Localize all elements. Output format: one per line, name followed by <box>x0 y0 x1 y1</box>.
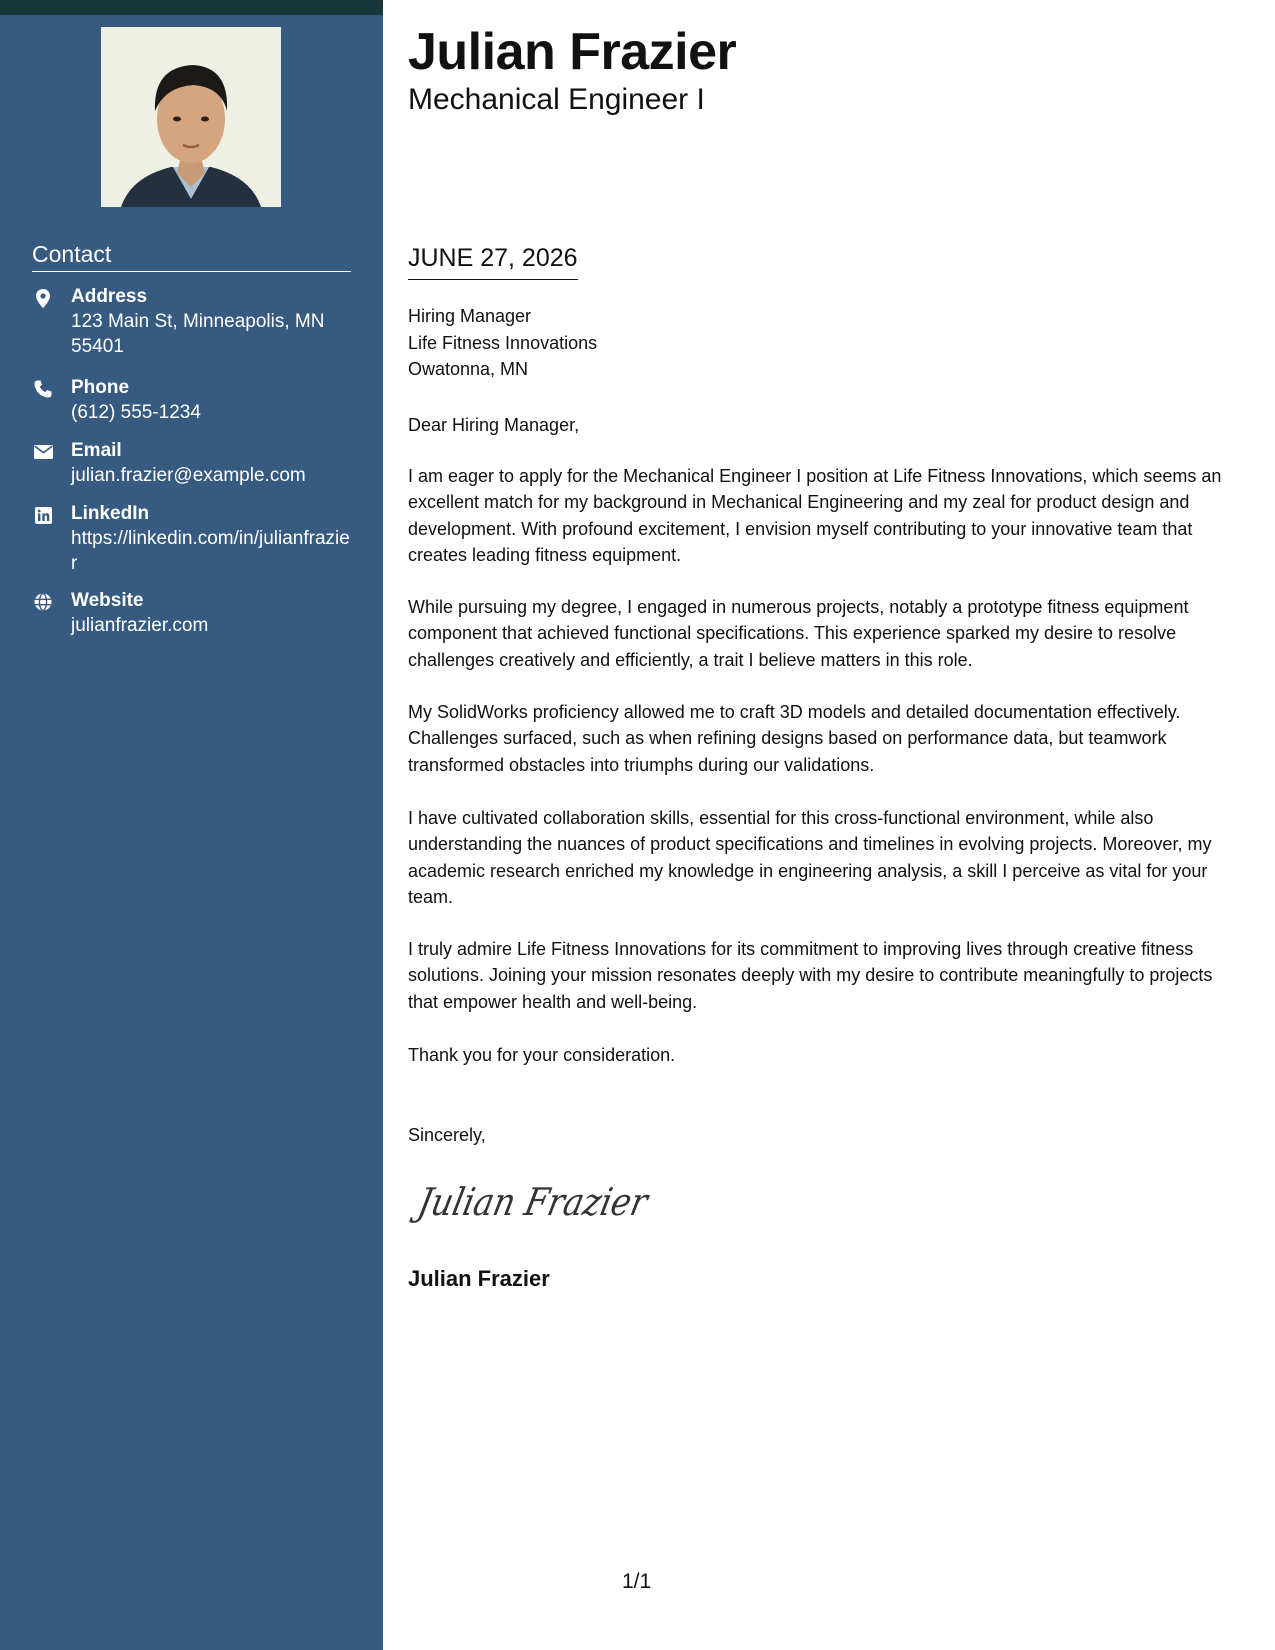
job-title: Mechanical Engineer I <box>408 83 705 116</box>
contact-label: Website <box>71 590 144 611</box>
page-number: 1/1 <box>622 1570 652 1593</box>
avatar-portrait <box>101 27 281 207</box>
salutation: Dear Hiring Manager, <box>408 415 580 435</box>
page-title: Julian Frazier <box>408 23 737 81</box>
contact-value[interactable]: julianfrazier.com <box>71 615 209 636</box>
signed-name: Julian Frazier <box>408 1266 550 1291</box>
paragraph: My SolidWorks proficiency allowed me to craft 3D models and detailed documentation effectively. Challenges surfaced, such as when refining designs based on performance data, but teamwork transformed obstacles into triumphs during our validations. <box>408 702 1181 775</box>
contact-label: LinkedIn <box>71 503 150 524</box>
map-pin-icon <box>32 287 54 309</box>
thanks-line: Thank you for your consideration. <box>408 1045 676 1065</box>
sidebar-top-bar <box>0 0 383 15</box>
contact-value: (612) 555-1234 <box>71 402 201 423</box>
paragraph: I truly admire Life Fitness Innovations for its commitment to improving lives through creative fitness solutions. Joining your mission resonates deeply with my desire to contribute meaningfully to projects that empower health and well-being. <box>408 939 1213 1012</box>
phone-icon <box>32 378 54 400</box>
globe-icon <box>32 591 54 613</box>
closing: Sincerely, <box>408 1125 486 1145</box>
recipient-block <box>408 303 597 383</box>
paragraph: I have cultivated collaboration skills, essential for this cross-functional environment, while also understanding the nuances of product specifications and timelines in evolving projects. Moreover, my academic research enriched my knowledge in engineering analysis, a skill I perceive as vital for your team. <box>408 808 1212 907</box>
contact-value: julian.frazier@example.com <box>71 465 306 486</box>
letter-date: JUNE 27, 2026 <box>408 244 578 280</box>
signature-text: Julian Frazier <box>413 1180 687 1225</box>
linkedin-icon <box>32 504 54 526</box>
recipient-line: Owatonna, MN <box>408 359 529 379</box>
recipient-line: Hiring Manager <box>408 306 532 326</box>
recipient-line: Life Fitness Innovations <box>408 332 598 353</box>
contact-heading: Contact <box>32 241 351 272</box>
contact-label: Phone <box>71 377 130 398</box>
contact-label: Address <box>71 286 148 307</box>
sidebar <box>0 0 383 1650</box>
contact-label: Email <box>71 440 122 461</box>
paragraph: I am eager to apply for the Mechanical Engineer I position at Life Fitness Innovations, which seems an excellent match for my background in Mechanical Engineering and my zeal for product design and development. With profound excitement, I envision myself contributing to your innovative team that creates leading fitness equipment. <box>408 466 1222 565</box>
signature-image <box>413 1173 687 1238</box>
contact-value[interactable]: https://linkedin.com/in/julianfrazier <box>71 528 350 574</box>
avatar <box>101 27 281 207</box>
envelope-icon <box>32 441 54 463</box>
contact-value: 123 Main St, Minneapolis, MN 55401 <box>71 311 325 357</box>
paragraph: While pursuing my degree, I engaged in numerous projects, notably a prototype fitness equipment component that achieved functional specifications. This experience sparked my desire to resolve challenges creatively and efficiently, a trait I believe matters in this role. <box>408 597 1189 670</box>
